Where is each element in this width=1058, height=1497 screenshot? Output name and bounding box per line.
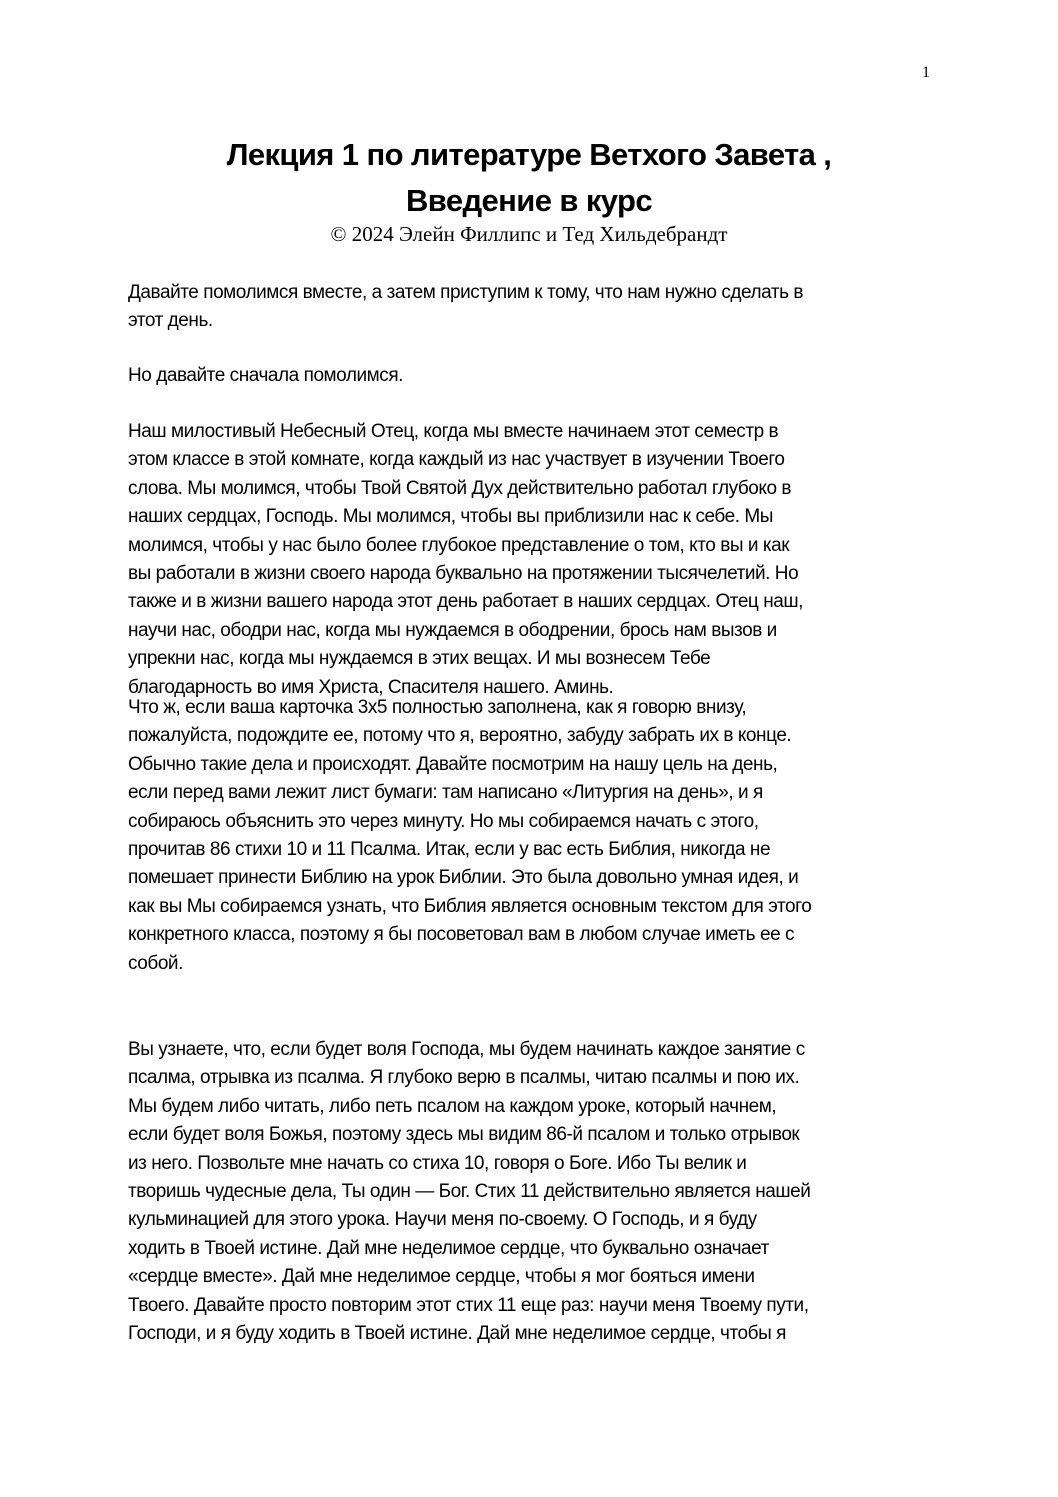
paragraph (128, 1036, 810, 1348)
text-line: Вы узнаете, что, если будет воля Господа, мы будем начинать каждое занятие с (128, 1039, 805, 1060)
text-line: собираюсь объяснить это через минуту. Но мы собираемся начать с этого, (128, 810, 759, 832)
text-line: Обычно такие дела и происходят. Давайте посмотрим на нашу цель на день, (128, 753, 778, 775)
paragraph (128, 694, 811, 978)
text-line: Мы будем либо читать, либо петь псалом на каждом уроке, который начнем, (128, 1095, 777, 1117)
text-line: упрекни нас, когда мы нуждаемся в этих вещах. И мы вознесем Тебе (128, 648, 711, 670)
text-line: «сердце вместе». Дай мне неделимое сердце, чтобы я мог бояться имени (128, 1266, 755, 1288)
text-line: Что ж, если ваша карточка 3x5 полностью заполнена, как я говорю внизу, (128, 697, 747, 718)
text-line: пожалуйста, подождите ее, потому что я, вероятно, забуду забрать их в конце. (128, 725, 792, 747)
text-line: как вы Мы собираемся узнать, что Библия является основным текстом для этого (128, 895, 812, 917)
paragraph (128, 279, 803, 336)
document-title (0, 132, 1058, 224)
text-line: слова. Мы молимся, чтобы Твой Святой Дух действительно работал глубоко в (128, 477, 792, 499)
text-line: вы работали в жизни своего народа буквально на протяжении тысячелетий. Но (128, 563, 799, 585)
text-line: псалма, отрывка из псалма. Я глубоко верю в псалмы, читаю псалмы и пою их. (128, 1067, 800, 1089)
text-line: Господи, и я буду ходить в Твоей истине. Дай мне неделимое сердце, чтобы я (128, 1323, 786, 1345)
copyright-line: © 2024 Элейн Филлипс и Тед Хильдебрандт (330, 222, 728, 246)
text-line: Давайте помолимся вместе, а затем приступим к тому, что нам нужно сделать в (128, 282, 804, 303)
paragraph (128, 418, 803, 702)
text-line: ходить в Твоей истине. Дай мне неделимое сердце, что буквально означает (128, 1237, 769, 1259)
text-line: конкретного класса, поэтому я бы посоветовал вам в любом случае иметь ее с (128, 924, 795, 946)
text-line: Но давайте сначала помолимся. (128, 365, 404, 386)
text-line: прочитав 86 стихи 10 и 11 Псалма. Итак, если у вас есть Библия, никогда не (128, 839, 771, 861)
text-line: наших сердцах, Господь. Мы молимся, чтобы вы приблизили нас к себе. Мы (128, 506, 773, 528)
text-line: благодарность во имя Христа, Спасителя нашего. Аминь. (128, 676, 614, 698)
text-line: кульминацией для этого урока. Научи меня по-своему. О Господь, и я буду (128, 1209, 757, 1231)
text-line: научи нас, ободри нас, когда мы нуждаемся в ободрении, брось нам вызов и (128, 619, 777, 641)
text-line: из него. Позвольте мне начать со стиха 10, говоря о Боге. Ибо Ты велик и (128, 1152, 747, 1174)
text-line: собой. (128, 952, 183, 974)
text-line: Наш милостивый Небесный Отец, когда мы вместе начинаем этот семестр в (128, 421, 779, 442)
text-line: Твоего. Давайте просто повторим этот стих 11 еще раз: научи меня Твоему пути, (128, 1294, 809, 1316)
title-line: Введение в курс (405, 183, 653, 218)
title-line: Лекция 1 по литературе Ветхого Завета , (226, 137, 832, 172)
text-line: помешает принести Библию на урок Библии. Это была довольно умная идея, и (128, 867, 799, 889)
paragraph (128, 362, 403, 390)
text-line: если будет воля Божья, поэтому здесь мы видим 86-й псалом и только отрывок (128, 1124, 800, 1146)
text-line: этот день. (128, 310, 213, 332)
text-line: также и в жизни вашего народа этот день работает в наших сердцах. Отец наш, (128, 591, 803, 613)
text-line: молимся, чтобы у нас было более глубокое представление о том, кто вы и как (128, 534, 790, 556)
page-number: 1 (922, 64, 930, 81)
text-line: если перед вами лежит лист бумаги: там написано «Литургия на день», и я (128, 782, 763, 804)
text-line: творишь чудесные дела, Ты один — Бог. Стих 11 действительно является нашей (128, 1181, 811, 1203)
text-line: этом классе в этой комнате, когда каждый из нас участвует в изучении Твоего (128, 449, 785, 471)
